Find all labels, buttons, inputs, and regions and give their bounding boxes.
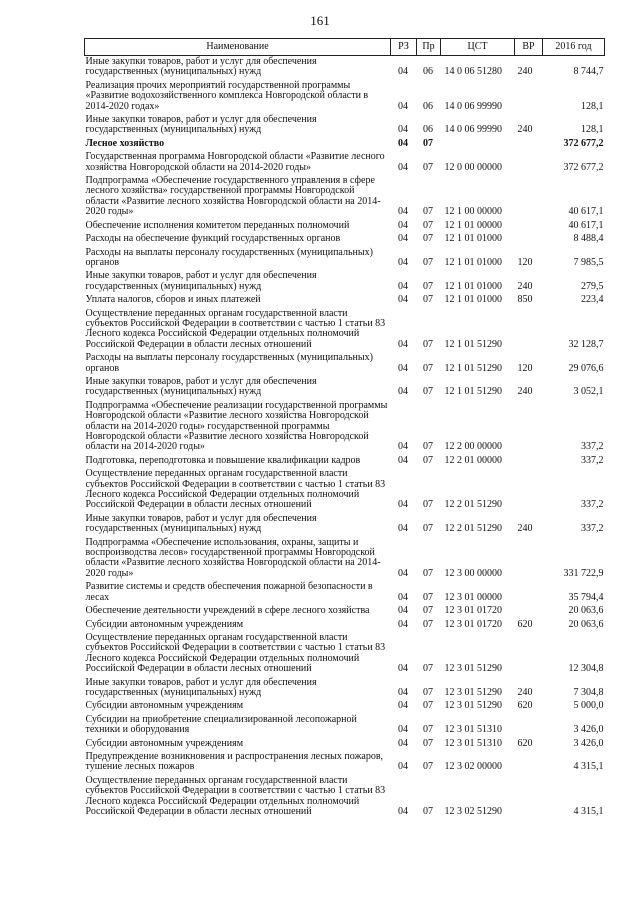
row-name-cell: Развитие системы и средств обеспечения пожарной безопасности в лесах xyxy=(85,581,373,603)
header-pr: Пр xyxy=(417,39,441,56)
row-rz-cell: 04 xyxy=(398,499,408,511)
row-name-cell: Подготовка, переподготовка и повышение квалификации кадров xyxy=(85,454,361,466)
row-pr-cell: 07 xyxy=(423,137,433,149)
row-amount-cell: 7 304,8 xyxy=(573,686,604,698)
row-vr-cell xyxy=(515,751,543,775)
row-name-cell: Реализация прочих мероприятий государственной программы «Развитие водохозяйственного комплекса Новгородской области в 2014-2020 годах» xyxy=(85,79,369,112)
row-cst-cell: 12 0 00 00000 xyxy=(444,161,502,173)
row-cst-cell: 12 3 01 51290 xyxy=(444,700,502,712)
row-amount-cell: 40 617,1 xyxy=(568,206,604,218)
row-vr-cell: 620 xyxy=(517,737,533,749)
row-cst-cell: 14 0 06 99990 xyxy=(444,100,502,112)
row-rz-cell: 04 xyxy=(398,591,408,603)
row-amount-cell: 12 304,8 xyxy=(568,663,604,675)
row-rz-cell: 04 xyxy=(398,100,408,112)
row-rz-cell: 04 xyxy=(398,724,408,736)
table-row xyxy=(85,605,605,618)
row-cst-cell: 12 1 01 51290 xyxy=(444,338,502,350)
row-vr-cell xyxy=(515,151,543,175)
row-rz-cell: 04 xyxy=(398,206,408,218)
row-rz-cell: 04 xyxy=(398,233,408,245)
row-name-cell: Расходы на обеспечение функций государственных органов xyxy=(85,233,341,245)
table-row xyxy=(85,56,605,80)
row-cst-cell: 12 1 01 00000 xyxy=(444,219,502,231)
row-pr-cell: 07 xyxy=(423,499,433,511)
row-pr-cell: 07 xyxy=(423,605,433,617)
row-vr-cell xyxy=(515,537,543,582)
row-amount-cell: 32 128,7 xyxy=(568,338,604,350)
row-cst-cell: 14 0 06 99990 xyxy=(444,124,502,136)
row-pr-cell: 07 xyxy=(423,386,433,398)
row-cst-cell: 12 3 01 00000 xyxy=(444,591,502,603)
row-amount-cell: 372 677,2 xyxy=(563,161,604,173)
row-amount-cell: 35 794,4 xyxy=(568,591,604,603)
table-row xyxy=(85,751,605,775)
table-row xyxy=(85,700,605,713)
row-pr-cell: 07 xyxy=(423,294,433,306)
row-cst-cell: 12 3 01 51310 xyxy=(444,724,502,736)
row-name-cell: Осуществление переданных органам государственной власти субъектов Российской Федерации в соответствии с частью 1 статьи 83 Лесного кодекса Российской Федерации отдельных полномочий Российской Федерации в области лесных отношений xyxy=(85,774,386,817)
row-name-cell: Обеспечение деятельности учреждений в сфере лесного хозяйства xyxy=(85,605,370,617)
row-rz-cell: 04 xyxy=(398,605,408,617)
table-row xyxy=(85,138,605,151)
header-name: Наименование xyxy=(85,39,391,56)
row-cst-cell xyxy=(441,138,515,151)
row-amount-cell: 20 063,6 xyxy=(568,605,604,617)
row-name-cell: Субсидии автономным учреждениям xyxy=(85,618,244,630)
table-row xyxy=(85,233,605,246)
page-number: 161 xyxy=(310,13,330,28)
row-cst-cell: 12 1 01 01000 xyxy=(444,256,502,268)
table-header-row xyxy=(85,39,605,56)
row-pr-cell: 06 xyxy=(423,124,433,136)
row-name-cell: Осуществление переданных органам государственной власти субъектов Российской Федерации в соответствии с частью 1 статьи 83 Лесного кодекса Российской Федерации отдельных полномочий Российской Федерации в области лесных отношений xyxy=(85,631,386,675)
row-vr-cell xyxy=(515,400,543,455)
table-row xyxy=(85,775,605,820)
row-name-cell: Лесное хозяйство xyxy=(85,137,165,149)
table-row xyxy=(85,738,605,751)
table-row xyxy=(85,220,605,233)
row-rz-cell: 04 xyxy=(398,338,408,350)
budget-table xyxy=(84,38,605,819)
row-rz-cell: 04 xyxy=(398,737,408,749)
table-row xyxy=(85,151,605,175)
row-cst-cell: 12 1 00 00000 xyxy=(444,206,502,218)
row-amount-cell: 372 677,2 xyxy=(563,137,604,149)
row-vr-cell xyxy=(515,233,543,246)
row-vr-cell: 240 xyxy=(517,66,533,78)
row-rz-cell: 04 xyxy=(398,137,408,149)
table-row xyxy=(85,376,605,400)
row-amount-cell: 5 000,0 xyxy=(573,700,604,712)
row-pr-cell: 07 xyxy=(423,737,433,749)
row-rz-cell: 04 xyxy=(398,124,408,136)
row-name-cell: Уплата налогов, сборов и иных платежей xyxy=(85,294,261,306)
table-row xyxy=(85,114,605,138)
row-amount-cell: 3 426,0 xyxy=(573,737,604,749)
row-pr-cell: 07 xyxy=(423,280,433,292)
row-rz-cell: 04 xyxy=(398,618,408,630)
table-row xyxy=(85,80,605,114)
row-amount-cell: 223,4 xyxy=(581,294,604,306)
row-amount-cell: 279,5 xyxy=(581,280,604,292)
row-rz-cell: 04 xyxy=(398,219,408,231)
row-name-cell: Расходы на выплаты персоналу государственных (муниципальных) органов xyxy=(85,246,373,268)
table-row xyxy=(85,619,605,632)
row-cst-cell: 12 3 02 51290 xyxy=(444,806,502,817)
table-row xyxy=(85,455,605,468)
row-cst-cell: 12 3 01 51290 xyxy=(444,686,502,698)
row-vr-cell xyxy=(515,605,543,618)
row-rz-cell: 04 xyxy=(398,523,408,535)
row-name-cell: Расходы на выплаты персоналу государственных (муниципальных) органов xyxy=(85,352,373,374)
row-pr-cell: 07 xyxy=(423,233,433,245)
row-cst-cell: 12 3 02 00000 xyxy=(444,761,502,773)
row-pr-cell: 07 xyxy=(423,523,433,535)
row-rz-cell: 04 xyxy=(398,567,408,579)
table-row xyxy=(85,294,605,307)
row-vr-cell xyxy=(515,308,543,353)
row-vr-cell xyxy=(515,581,543,605)
row-amount-cell: 337,2 xyxy=(581,499,604,511)
table-row xyxy=(85,270,605,294)
row-vr-cell xyxy=(515,175,543,220)
row-vr-cell xyxy=(515,220,543,233)
row-name-cell: Осуществление переданных органам государственной власти субъектов Российской Федерации в соответствии с частью 1 статьи 83 Лесного кодекса Российской Федерации отдельных полномочий Российской Федерации в области лесных отношений xyxy=(85,307,386,350)
row-pr-cell: 07 xyxy=(423,454,433,466)
row-rz-cell: 04 xyxy=(398,161,408,173)
table-row xyxy=(85,175,605,220)
row-vr-cell xyxy=(515,468,543,513)
row-pr-cell: 07 xyxy=(423,206,433,218)
row-pr-cell: 07 xyxy=(423,256,433,268)
row-name-cell: Иные закупки товаров, работ и услуг для обеспечения государственных (муниципальных) нужд xyxy=(85,270,317,292)
row-name-cell: Субсидии автономным учреждениям xyxy=(85,737,244,749)
row-pr-cell: 06 xyxy=(423,100,433,112)
row-amount-cell: 3 052,1 xyxy=(573,386,604,398)
row-cst-cell: 12 1 01 51290 xyxy=(444,362,502,374)
row-name-cell: Подпрограмма «Обеспечение государственного управления в сфере лесного хозяйства» государственной программы Новгородской области «Развитие лесного хозяйства Новгородской области на 2014-2020 годы» xyxy=(85,175,381,218)
table-row xyxy=(85,581,605,605)
row-vr-cell: 120 xyxy=(517,362,533,374)
row-pr-cell: 07 xyxy=(423,700,433,712)
row-cst-cell: 12 1 01 51290 xyxy=(444,386,502,398)
table-row xyxy=(85,352,605,376)
row-rz-cell: 04 xyxy=(398,761,408,773)
row-pr-cell: 06 xyxy=(423,66,433,78)
row-vr-cell: 240 xyxy=(517,124,533,136)
table-body xyxy=(85,56,605,820)
row-cst-cell: 12 3 00 00000 xyxy=(444,567,502,579)
row-rz-cell: 04 xyxy=(398,256,408,268)
row-name-cell: Иные закупки товаров, работ и услуг для обеспечения государственных (муниципальных) нужд xyxy=(85,114,317,136)
table-row xyxy=(85,632,605,677)
row-vr-cell xyxy=(515,80,543,114)
row-rz-cell: 04 xyxy=(398,441,408,453)
row-cst-cell: 12 2 01 51290 xyxy=(444,523,502,535)
row-pr-cell: 07 xyxy=(423,567,433,579)
row-vr-cell: 240 xyxy=(517,686,533,698)
row-pr-cell: 07 xyxy=(423,806,433,817)
row-vr-cell: 620 xyxy=(517,618,533,630)
row-rz-cell: 04 xyxy=(398,700,408,712)
row-cst-cell: 12 2 01 00000 xyxy=(444,454,502,466)
row-pr-cell: 07 xyxy=(423,591,433,603)
row-pr-cell: 07 xyxy=(423,338,433,350)
header-vr: ВР xyxy=(515,39,543,56)
row-rz-cell: 04 xyxy=(398,66,408,78)
row-name-cell: Подпрограмма «Обеспечение реализации государственной программы Новгородской области «Развитие лесного хозяйства Новгородской области на 2014-2020 годы» государственной программы Новгородской области «Развитие лесного хозяйства Новгородской области на 2014-2020 годы» xyxy=(85,399,388,453)
row-vr-cell xyxy=(515,775,543,820)
row-amount-cell: 8 488,4 xyxy=(573,233,604,245)
row-name-cell: Государственная программа Новгородской области «Развитие лесного хозяйства Новгородской области на 2014-2020 годы» xyxy=(85,151,385,173)
row-cst-cell: 12 2 00 00000 xyxy=(444,441,502,453)
row-rz-cell: 04 xyxy=(398,294,408,306)
row-amount-cell: 128,1 xyxy=(581,124,604,136)
row-pr-cell: 07 xyxy=(423,686,433,698)
row-name-cell: Осуществление переданных органам государственной власти субъектов Российской Федерации в соответствии с частью 1 статьи 83 Лесного кодекса Российской Федерации отдельных полномочий Российской Федерации в области лесных отношений xyxy=(85,468,386,511)
header-year: 2016 год xyxy=(543,39,605,56)
header-rz: РЗ xyxy=(391,39,417,56)
row-rz-cell: 04 xyxy=(398,362,408,374)
row-name-cell: Иные закупки товаров, работ и услуг для обеспечения государственных (муниципальных) нужд xyxy=(85,512,317,535)
row-amount-cell: 331 722,9 xyxy=(563,567,604,579)
header-cst: ЦСТ xyxy=(441,39,515,56)
row-pr-cell: 07 xyxy=(423,618,433,630)
row-amount-cell: 29 076,6 xyxy=(568,362,604,374)
row-amount-cell: 3 426,0 xyxy=(573,724,604,736)
table-row xyxy=(85,468,605,513)
row-pr-cell: 07 xyxy=(423,362,433,374)
table-row xyxy=(85,308,605,353)
row-rz-cell: 04 xyxy=(398,663,408,675)
row-pr-cell: 07 xyxy=(423,161,433,173)
row-name-cell: Подпрограмма «Обеспечение использования, охраны, защиты и воспроизводства лесов» государственной программы Новгородской области «Развитие лесного хозяйства Новгородской области на 2014-2020 годы» xyxy=(85,536,381,579)
table-row xyxy=(85,513,605,537)
row-cst-cell: 12 3 01 51290 xyxy=(444,663,502,675)
row-amount-cell: 337,2 xyxy=(581,441,604,453)
row-amount-cell: 337,2 xyxy=(581,454,604,466)
row-rz-cell: 04 xyxy=(398,686,408,698)
row-vr-cell: 850 xyxy=(517,294,533,306)
row-rz-cell: 04 xyxy=(398,386,408,398)
row-rz-cell: 04 xyxy=(398,806,408,817)
row-name-cell: Субсидии автономным учреждениям xyxy=(85,700,244,712)
row-name-cell: Иные закупки товаров, работ и услуг для обеспечения государственных (муниципальных) нужд xyxy=(85,676,317,698)
table-row xyxy=(85,714,605,738)
row-pr-cell: 07 xyxy=(423,761,433,773)
row-name-cell: Обеспечение исполнения комитетом переданных полномочий xyxy=(85,219,350,231)
row-amount-cell: 4 315,1 xyxy=(573,761,604,773)
row-cst-cell: 12 1 01 01000 xyxy=(444,233,502,245)
row-rz-cell: 04 xyxy=(398,454,408,466)
row-vr-cell xyxy=(515,714,543,738)
row-cst-cell: 12 3 01 01720 xyxy=(444,618,502,630)
row-name-cell: Иные закупки товаров, работ и услуг для обеспечения государственных (муниципальных) нужд xyxy=(85,56,317,78)
row-rz-cell: 04 xyxy=(398,280,408,292)
table-row xyxy=(85,247,605,271)
table-row xyxy=(85,677,605,701)
row-name-cell: Субсидии на приобретение специализированной лесопожарной техники и оборудования xyxy=(85,713,357,736)
row-pr-cell: 07 xyxy=(423,441,433,453)
row-cst-cell: 12 2 01 51290 xyxy=(444,499,502,511)
row-amount-cell: 40 617,1 xyxy=(568,219,604,231)
row-pr-cell: 07 xyxy=(423,219,433,231)
table-row xyxy=(85,537,605,582)
row-vr-cell xyxy=(515,455,543,468)
row-amount-cell: 337,2 xyxy=(581,523,604,535)
row-vr-cell: 240 xyxy=(517,386,533,398)
row-vr-cell xyxy=(515,138,543,151)
row-amount-cell: 4 315,1 xyxy=(573,806,604,817)
row-pr-cell: 07 xyxy=(423,724,433,736)
row-amount-cell: 7 985,5 xyxy=(573,256,604,268)
row-vr-cell: 240 xyxy=(517,280,533,292)
row-cst-cell: 12 1 01 01000 xyxy=(444,294,502,306)
row-vr-cell xyxy=(515,632,543,677)
row-cst-cell: 12 3 01 01720 xyxy=(444,605,502,617)
row-name-cell: Предупреждение возникновения и распространения лесных пожаров, тушение лесных пожаров xyxy=(85,750,384,773)
row-pr-cell: 07 xyxy=(423,663,433,675)
row-amount-cell: 20 063,6 xyxy=(568,618,604,630)
row-amount-cell: 128,1 xyxy=(581,100,604,112)
row-cst-cell: 14 0 06 51280 xyxy=(444,66,502,78)
row-vr-cell: 120 xyxy=(517,256,533,268)
row-cst-cell: 12 3 01 51310 xyxy=(444,737,502,749)
row-vr-cell: 240 xyxy=(517,523,533,535)
row-cst-cell: 12 1 01 01000 xyxy=(444,280,502,292)
row-vr-cell: 620 xyxy=(517,700,533,712)
row-amount-cell: 8 744,7 xyxy=(573,66,604,78)
row-name-cell: Иные закупки товаров, работ и услуг для обеспечения государственных (муниципальных) нужд xyxy=(85,375,317,398)
table-row xyxy=(85,400,605,455)
